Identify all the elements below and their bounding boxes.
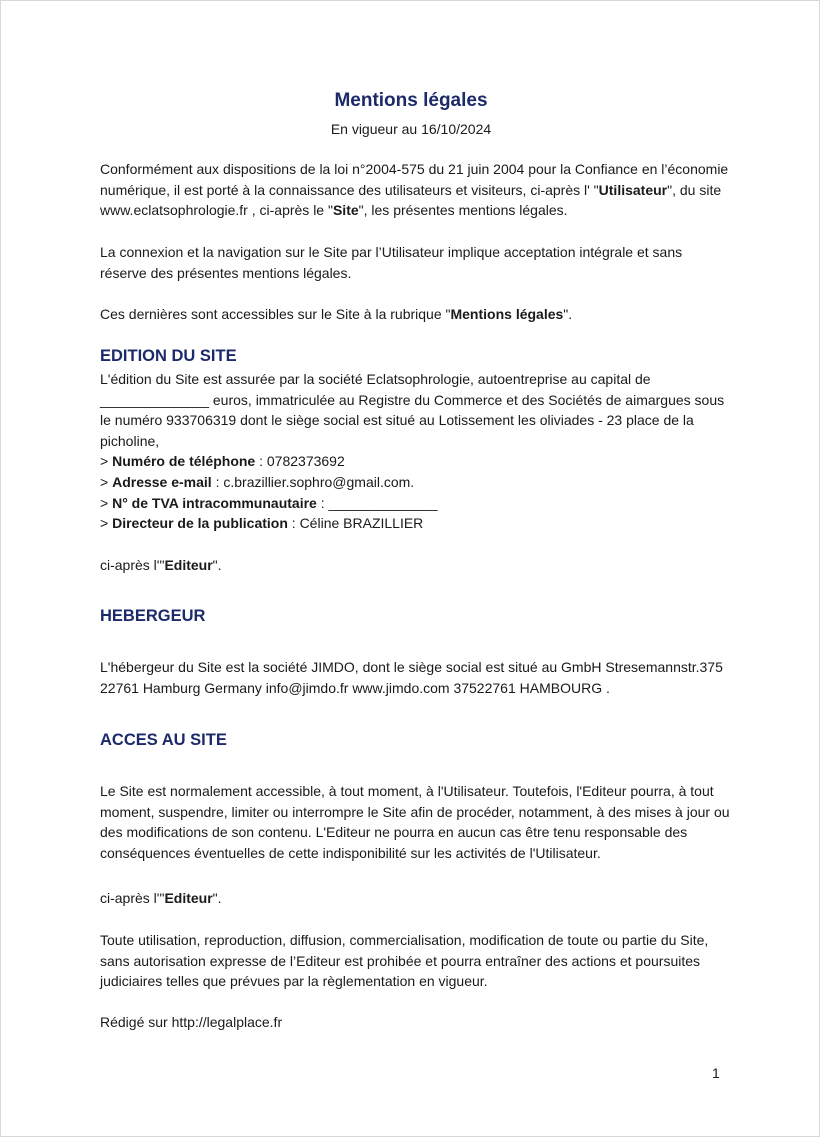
editor-designation: ci-après l'"Editeur".: [100, 557, 222, 573]
section-heading-hebergeur: HEBERGEUR: [100, 607, 206, 625]
page-title: Mentions légales: [334, 90, 488, 111]
section-heading-acces: ACCES AU SITE: [100, 731, 227, 749]
hebergeur-paragraph: L'hébergeur du Site est la société JIMDO, dont le siège social est situé au GmbH Stresemannstr.375 22761 Hamburg Germany info@jimdo.fr www.jimdo.com 37522761 HAMBOURG .: [100, 659, 723, 696]
editor-designation-2: ci-après l'"Editeur".: [100, 890, 222, 906]
edition-paragraph: L'édition du Site est assurée par la société Eclatsophrologie, autoentreprise au capital de ______________ euros, immatriculée au Registre du Commerce et des Sociétés de aimargues sous le numéro 933706319 dont le siège social est situé au Lotissement les oliviades - 23 place de la picholine,: [100, 371, 725, 449]
section-heading-edition: EDITION DU SITE: [100, 347, 237, 365]
email-line: > Adresse e-mail : c.brazillier.sophro@gmail.com.: [100, 473, 415, 490]
director-line: > Directeur de la publication : Céline BRAZILLIER: [100, 515, 424, 532]
page-number: 1: [712, 1065, 720, 1081]
access-paragraph: Ces dernières sont accessibles sur le Site à la rubrique "Mentions légales".: [100, 306, 573, 322]
source-credit: Rédigé sur http://legalplace.fr: [100, 1014, 283, 1030]
acces-paragraph: Le Site est normalement accessible, à tout moment, à l'Utilisateur. Toutefois, l'Editeur pourra, à tout moment, suspendre, limiter ou interrompre le Site afin de procéder, notamment, à des mises à jour ou des modifications de son contenu. L'Editeur ne pourra en aucun cas être tenu responsable des conséquences éventuelles de cette indisponibilité sur les activités de l'Utilisateur.: [100, 783, 730, 861]
effective-date: En vigueur au 16/10/2024: [330, 121, 492, 137]
phone-line: > Numéro de téléphone : 0782373692: [100, 453, 345, 470]
edition-section-body: [100, 369, 730, 534]
acceptance-paragraph: La connexion et la navigation sur le Site par l’Utilisateur implique acceptation intégrale et sans réserve des présentes mentions légales.: [100, 244, 683, 281]
intro-paragraph: Conformément aux dispositions de la loi n°2004-575 du 21 juin 2004 pour la Confiance en l’économie numérique, il est porté à la connaissance des utilisateurs et visiteurs, ci-après l' "Utilisateur", du site www.eclatsophrologie.fr , ci-après le "Site", les présentes mentions légales.: [100, 161, 729, 219]
tva-line: > N° de TVA intracommunautaire : ______________: [100, 494, 438, 511]
usage-paragraph: Toute utilisation, reproduction, diffusion, commercialisation, modification de toute ou partie du Site, sans autorisation expresse de l’Editeur est prohibée et pourra entraîner des actions et poursuites judiciaires telles que prévues par la règlementation en vigueur.: [100, 932, 709, 990]
